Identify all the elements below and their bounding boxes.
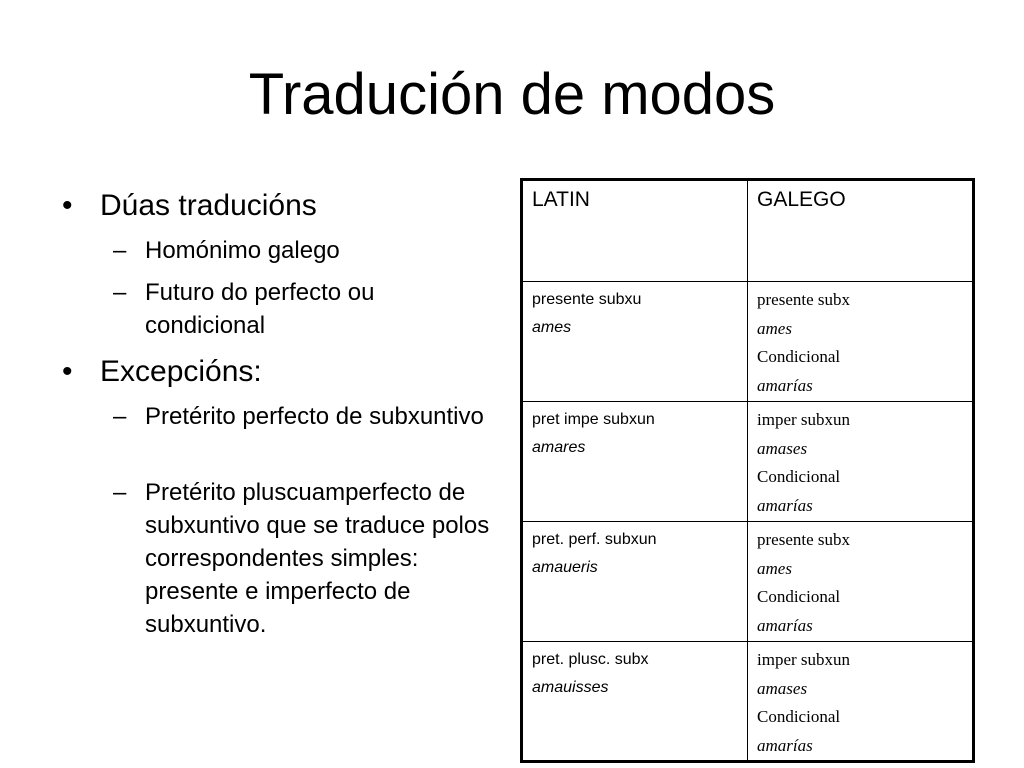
dash-mark: – bbox=[113, 403, 127, 430]
galego-mode: Condicional bbox=[757, 467, 841, 486]
latin-mode: pret. perf. subxun bbox=[532, 531, 657, 548]
latin-cell bbox=[522, 282, 748, 402]
conjugation-table-wrapper bbox=[520, 178, 975, 763]
sub-bullet-text: Futuro do perfecto ou condicional bbox=[145, 279, 375, 339]
latin-cell bbox=[522, 642, 748, 762]
bullet-mark: • bbox=[62, 355, 73, 388]
latin-mode: pret. plusc. subx bbox=[532, 651, 649, 668]
bullet-mark: • bbox=[62, 189, 73, 222]
galego-mode: Condicional bbox=[757, 587, 841, 606]
galego-cell bbox=[748, 522, 974, 642]
latin-form: amauisses bbox=[532, 679, 609, 696]
latin-form: amares bbox=[532, 439, 586, 456]
latin-mode: pret impe subxun bbox=[532, 411, 655, 428]
latin-cell bbox=[522, 522, 748, 642]
table-row bbox=[522, 402, 974, 522]
galego-form: amarías bbox=[757, 615, 813, 635]
latin-form: amaueris bbox=[532, 559, 598, 576]
galego-form: amarías bbox=[757, 375, 813, 395]
bullet-list bbox=[0, 0, 510, 768]
sub-bullet-text: Pretérito perfecto de subxuntivo bbox=[145, 403, 484, 430]
table-row bbox=[522, 282, 974, 402]
galego-cell bbox=[748, 282, 974, 402]
dash-mark: – bbox=[113, 279, 127, 306]
galego-mode: imper subxun bbox=[757, 410, 851, 429]
sub-bullet-text: Homónimo galego bbox=[145, 237, 340, 264]
latin-mode: presente subxu bbox=[532, 291, 642, 308]
galego-form: amases bbox=[757, 438, 808, 458]
latin-form: ames bbox=[532, 319, 572, 336]
bullet-text: Dúas traducións bbox=[100, 189, 317, 222]
header-galego: GALEGO bbox=[748, 180, 974, 282]
dash-mark: – bbox=[113, 479, 127, 506]
galego-mode: presente subx bbox=[757, 530, 851, 549]
header-latin: LATIN bbox=[522, 180, 748, 282]
galego-form: amases bbox=[757, 678, 808, 698]
galego-form: amarías bbox=[757, 735, 813, 755]
dash-mark: – bbox=[113, 237, 127, 264]
galego-mode: Condicional bbox=[757, 347, 841, 366]
galego-form: amarías bbox=[757, 495, 813, 515]
galego-mode: Condicional bbox=[757, 707, 841, 726]
slide-title: Tradución de modos bbox=[248, 62, 776, 127]
galego-form: ames bbox=[757, 558, 792, 578]
galego-mode: imper subxun bbox=[757, 650, 851, 669]
galego-cell bbox=[748, 642, 974, 762]
table-header-row bbox=[522, 180, 974, 282]
conjugation-table bbox=[520, 178, 975, 763]
galego-cell bbox=[748, 402, 974, 522]
latin-cell bbox=[522, 402, 748, 522]
galego-mode: presente subx bbox=[757, 290, 851, 309]
table-row bbox=[522, 522, 974, 642]
galego-form: ames bbox=[757, 318, 792, 338]
sub-bullet-text: Pretérito pluscuamperfecto de subxuntivo que se traduce polos correspondentes simples: presente e imperfecto de subxuntivo. bbox=[145, 479, 490, 638]
table-row bbox=[522, 642, 974, 762]
bullet-text: Excepcións: bbox=[100, 355, 262, 388]
